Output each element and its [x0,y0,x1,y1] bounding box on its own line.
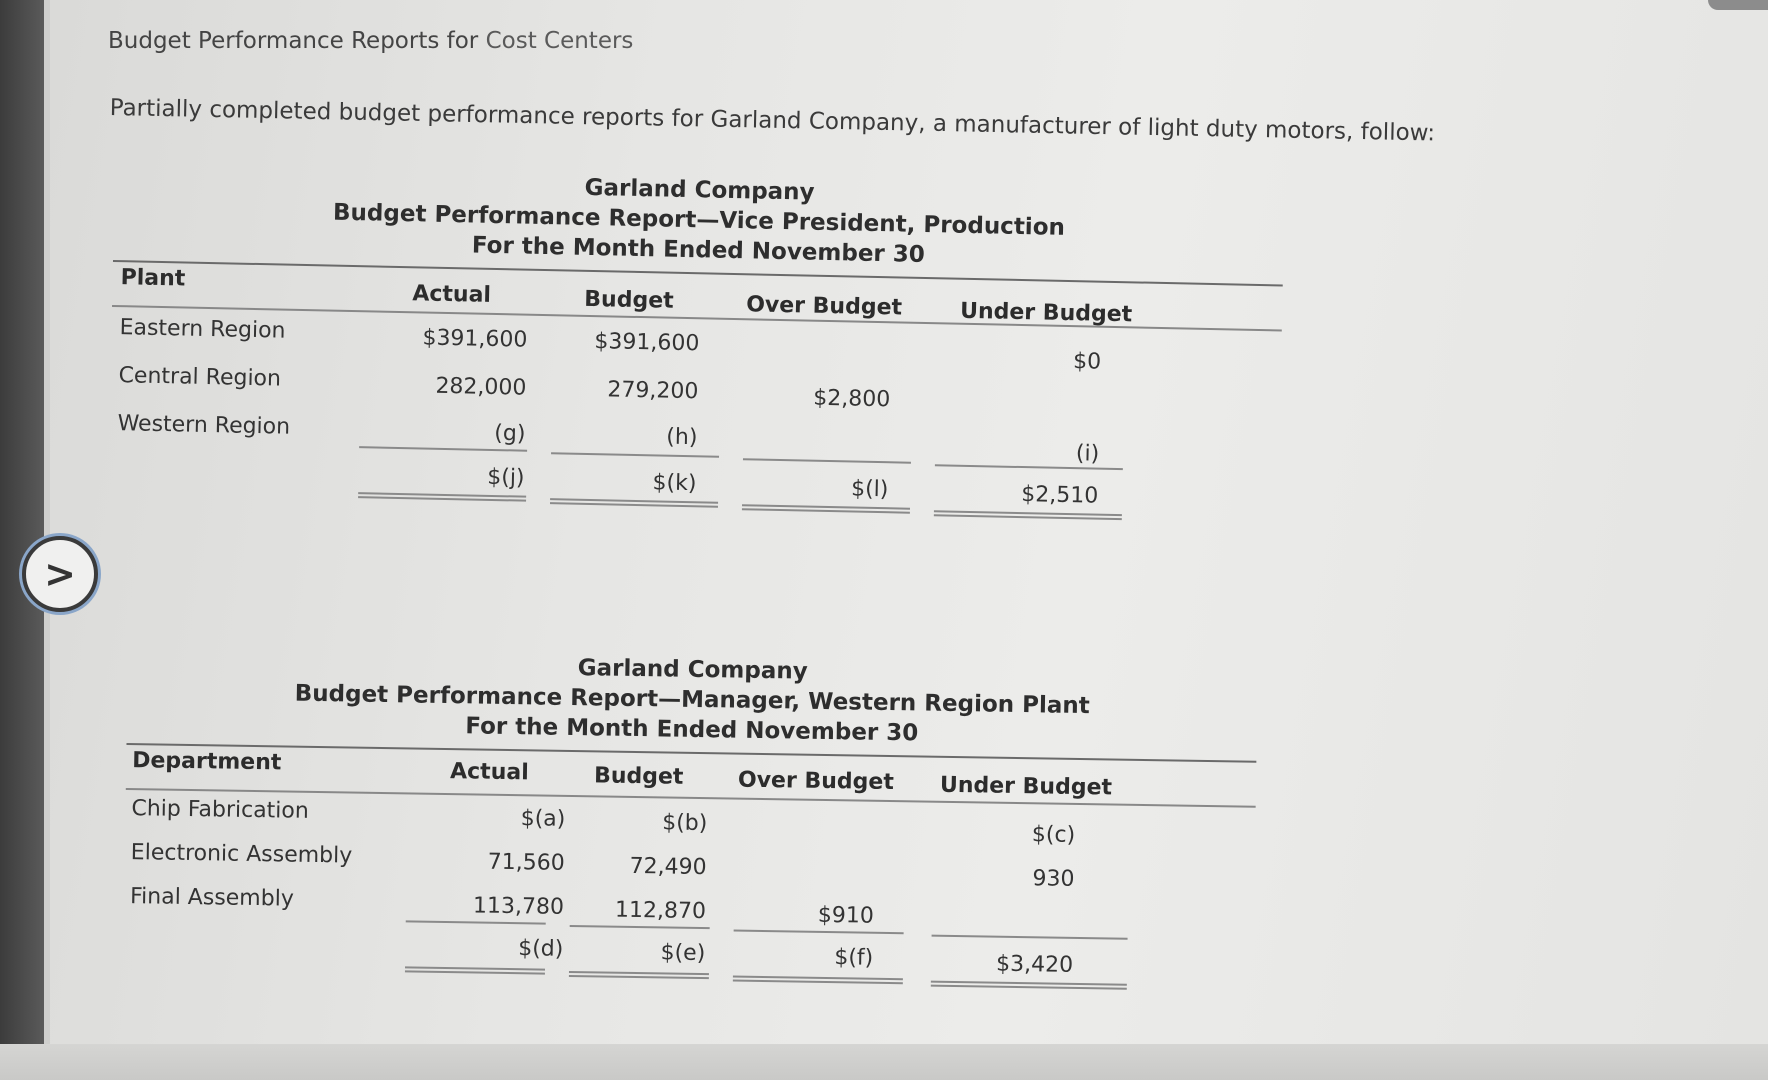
report2-row1-actual: $(a) [520,806,566,832]
report2-header-over: Over Budget [737,767,895,796]
report1-row2-over: $2,800 [813,385,891,413]
report1-under-double-underline [934,510,1122,520]
report2-total-over: $(f) [834,945,874,971]
report2-row1-budget: $(b) [661,810,708,837]
report1-over-double-underline [742,504,910,514]
report2-row3-label: Final Assembly [129,884,295,912]
report1-row2-actual: 282,000 [435,373,527,401]
report2-row1-under: $(c) [1031,822,1076,848]
page-title [108,28,633,54]
report2-budget-double-underline [569,971,709,979]
report1-row3-under: (i) [1075,441,1100,467]
report2-row3-budget: 112,870 [614,897,707,925]
report1-budget-underline [551,452,719,458]
report2-header-actual: Actual [449,759,529,786]
report1-row3-label: Western Region [117,411,291,440]
report2-period: For the Month Ended November 30 [465,713,919,747]
report1-actual-double-underline [358,492,526,502]
report1-over-underline [743,458,911,464]
report1-header-under: Under Budget [959,298,1133,328]
report1-company: Garland Company [584,174,815,206]
report1-row1-budget: $391,600 [594,329,700,357]
report-vice-president [106,165,1285,619]
report2-company: Garland Company [577,655,808,685]
report2-row2-actual: 71,560 [487,849,565,876]
report1-total-under: $2,510 [1021,482,1099,509]
report1-row1-label: Eastern Region [119,315,286,344]
report2-row2-budget: 72,490 [629,853,707,881]
report2-total-budget: $(e) [660,940,706,967]
report2-row2-under: 930 [1032,866,1075,892]
report2-over-underline [734,930,904,935]
report2-row2-label: Electronic Assembly [130,840,353,869]
report2-name: Budget Performance Report—Manager, Western Region Plant [294,680,1090,720]
report1-row3-budget: (h) [666,424,698,451]
report1-header-budget: Budget [584,286,674,314]
report2-header-department: Department [132,748,282,776]
report1-row1-under: $0 [1072,349,1102,375]
report2-row3-over: $910 [817,902,875,929]
report2-total-actual: $(d) [517,936,564,962]
report2-budget-underline [570,925,710,929]
page-title-highlight: Cost Centers [485,28,634,54]
report1-row2-budget: 279,200 [607,377,699,405]
report2-actual-underline [406,920,546,924]
report2-total-under: $3,420 [995,951,1074,978]
left-sidebar-bar [0,0,44,1080]
report1-name: Budget Performance Report—Vice President, Production [332,199,1066,241]
report1-actual-underline [359,446,527,452]
report2-row3-actual: 113,780 [472,893,565,920]
report2-header-under: Under Budget [939,772,1113,801]
report1-total-budget: $(k) [652,470,697,497]
screen-corner-shade [1708,0,1768,10]
next-button[interactable] [22,536,98,612]
report1-header-plant: Plant [120,265,186,292]
intro-text: Partially completed budget performance reports for Garland Company, a manufacturer of light duty motors, follow: [109,95,1436,147]
report2-over-double-underline [733,976,903,985]
report-western-manager [122,648,1258,1066]
report1-row3-actual: (g) [494,421,526,447]
report2-actual-double-underline [405,966,545,974]
report1-total-actual: $(j) [486,464,525,491]
report1-total-over: $(l) [850,476,889,503]
report1-header-over: Over Budget [745,292,903,321]
report2-under-underline [932,935,1128,940]
page-title-prefix: Budget Performance Reports for [108,28,486,54]
report2-header-budget: Budget [593,763,684,790]
report1-budget-double-underline [550,498,718,508]
report1-row1-actual: $391,600 [422,325,528,353]
report2-under-double-underline [931,981,1127,990]
chevron-right-icon: > [44,552,76,596]
report2-row1-label: Chip Fabrication [131,796,309,824]
report1-period: For the Month Ended November 30 [471,232,926,268]
report1-row2-label: Central Region [118,363,282,392]
report1-header-actual: Actual [412,281,492,308]
